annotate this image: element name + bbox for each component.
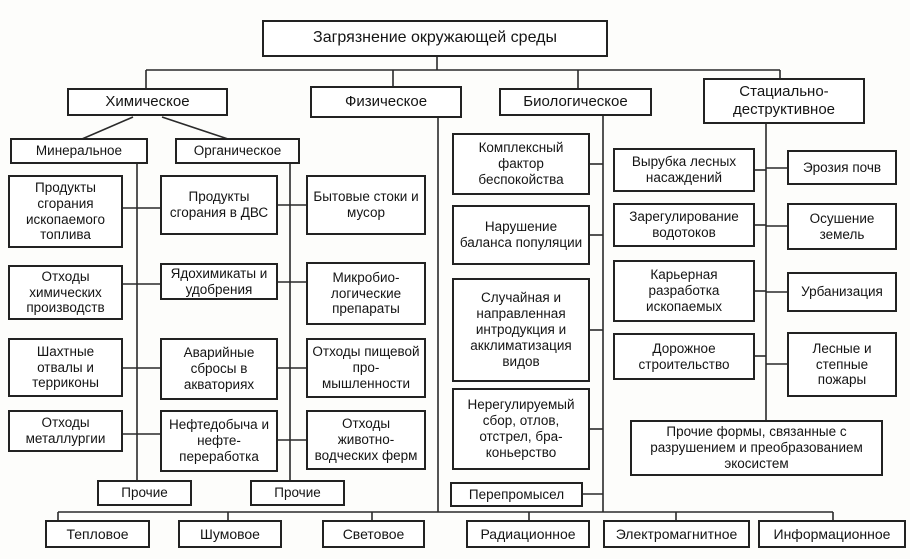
node-electromagnetic: Электромагнитное xyxy=(603,520,750,548)
node-road-construction: Дорожное строительство xyxy=(613,333,755,380)
node-noise: Шумовое xyxy=(178,520,282,548)
node-light: Световое xyxy=(322,520,425,548)
node-chemical: Химическое xyxy=(67,88,228,116)
node-disturbance-factor: Комплексный фактор беспокойства xyxy=(452,133,590,195)
node-microbiological-preparations: Микробио-логические препараты xyxy=(306,262,426,325)
node-organic-other: Прочие xyxy=(250,480,345,506)
node-overfishing: Перепромысел xyxy=(450,482,583,507)
node-biological: Биологическое xyxy=(499,88,652,116)
node-land-drainage: Осушение земель xyxy=(787,203,897,250)
node-root: Загрязнение окружающей среды xyxy=(262,20,608,57)
node-physical: Физическое xyxy=(310,86,462,118)
node-radiation: Радиационное xyxy=(466,520,590,548)
node-oil-extraction-refining: Нефтедобыча и нефте-переработка xyxy=(160,410,278,472)
node-unregulated-hunting: Нерегулируемый сбор, отлов, отстрел, бра-коньерство xyxy=(452,388,590,470)
node-urbanization: Урбанизация xyxy=(787,272,897,312)
node-watercourse-regulation: Зарегулирование водотоков xyxy=(613,203,755,247)
node-introduction-acclimatization: Случайная и направленная интродукция и акклиматизация видов xyxy=(452,278,590,382)
node-thermal: Тепловое xyxy=(45,520,150,548)
node-ice-combustion: Продукты сгорания в ДВС xyxy=(160,175,278,235)
node-mineral: Минеральное xyxy=(10,138,148,164)
node-forest-steppe-fires: Лесные и степные пожары xyxy=(787,332,897,397)
node-soil-erosion: Эрозия почв xyxy=(787,150,897,185)
node-metallurgy-waste: Отходы металлургии xyxy=(8,410,123,452)
node-population-balance: Нарушение баланса популяции xyxy=(452,205,590,265)
node-mine-dumps: Шахтные отвалы и терриконы xyxy=(8,338,123,397)
node-food-industry-waste: Отходы пищевой про-мышленности xyxy=(306,338,426,398)
node-pesticides-fertilizers: Ядохимикаты и удобрения xyxy=(160,263,278,300)
node-mineral-other: Прочие xyxy=(97,480,192,506)
node-other-ecosystem-destruction-forms: Прочие формы, связанные с разрушением и преобразованием экосистем xyxy=(630,420,883,476)
node-fossil-fuel-combustion: Продукты сгорания ископаемого топлива xyxy=(8,175,123,248)
node-household-sewage: Бытовые стоки и мусор xyxy=(306,175,426,235)
node-organic: Органическое xyxy=(175,138,300,164)
node-stational-destructive: Стациально-деструктивное xyxy=(703,78,865,124)
node-chemical-industry-waste: Отходы химических производств xyxy=(8,265,123,320)
node-informational: Информационное xyxy=(758,520,906,548)
node-open-pit-mining: Карьерная разработка ископаемых xyxy=(613,260,755,322)
node-accidental-water-discharge: Аварийные сбросы в акваториях xyxy=(160,338,278,400)
node-deforestation: Вырубка лесных насаждений xyxy=(613,148,755,192)
node-livestock-farm-waste: Отходы животно-водческих ферм xyxy=(306,410,426,470)
